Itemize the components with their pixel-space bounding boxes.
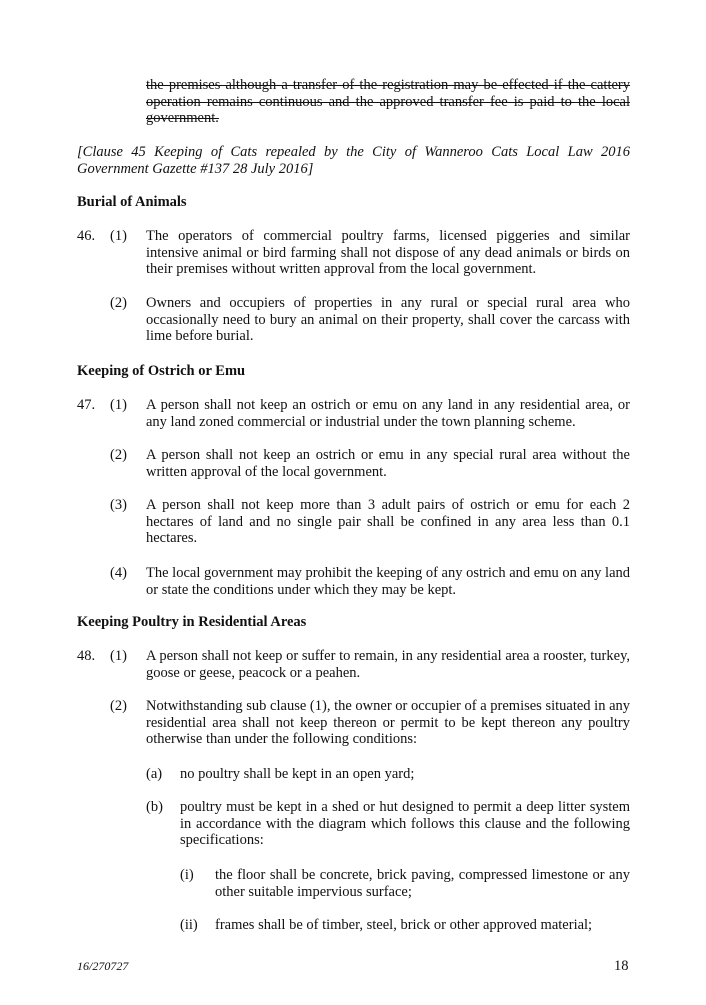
paragraph-text: poultry must be kept in a shed or hut designed to permit a deep litter system in accordance with the diagram which follows this clause and the following specifications: xyxy=(180,799,630,848)
subclause-label: (1) xyxy=(110,228,127,244)
subclause-label: (2) xyxy=(110,295,127,311)
subclause-label: (3) xyxy=(110,497,127,513)
subclause-text: The operators of commercial poultry farms, licensed piggeries and similar intensive animal or bird farming shall not dispose of any dead animals or birds on their premises without written approval from the local government. xyxy=(146,228,630,277)
section-heading-burial: Burial of Animals xyxy=(77,194,187,210)
item-label: (i) xyxy=(180,867,194,883)
repealed-clause-text: the premises although a transfer of the registration may be effected if the cattery operation remains continuous and the approved transfer fee is paid to the local government. xyxy=(146,77,630,126)
subclause-text: A person shall not keep an ostrich or emu in any special rural area without the written approval of the local government. xyxy=(146,447,630,480)
subclause-text: A person shall not keep more than 3 adult pairs of ostrich or emu for each 2 hectares of land and no single pair shall be confined in any area less than 0.1 hectares. xyxy=(146,497,630,546)
clause-number: 46. xyxy=(77,228,96,244)
subclause-text: Owners and occupiers of properties in any rural or special rural area who occasionally need to bury an animal on their property, shall cover the carcass with lime before burial. xyxy=(146,295,630,344)
item-text: frames shall be of timber, steel, brick or other approved material; xyxy=(215,917,593,933)
subclause-text: The local government may prohibit the keeping of any ostrich and emu on any land or state the conditions under which they may be kept. xyxy=(146,565,631,598)
subclause-label: (1) xyxy=(110,648,127,664)
subclause-text: A person shall not keep or suffer to remain, in any residential area a rooster, turkey, goose or geese, peacock or a peahen. xyxy=(146,648,630,681)
repeal-note: [Clause 45 Keeping of Cats repealed by the City of Wanneroo Cats Local Law 2016 Government Gazette #137 28 July 2016] xyxy=(77,144,630,177)
paragraph-text: no poultry shall be kept in an open yard; xyxy=(180,766,415,782)
item-text: the floor shall be concrete, brick paving, compressed limestone or any other suitable impervious surface; xyxy=(215,867,630,900)
document-reference: 16/270727 xyxy=(77,959,129,973)
subclause-label: (1) xyxy=(110,397,127,413)
subclause-text: A person shall not keep an ostrich or emu on any land in any residential area, or any land zoned commercial or industrial under the town planning scheme. xyxy=(146,397,630,430)
clause-number: 48. xyxy=(77,648,96,664)
paragraph-label: (b) xyxy=(146,799,163,815)
item-label: (ii) xyxy=(180,917,198,933)
page-number: 18 xyxy=(614,958,629,974)
subclause-label: (2) xyxy=(110,447,127,463)
subclause-text: Notwithstanding sub clause (1), the owner or occupier of a premises situated in any residential area shall not keep thereon or permit to be kept thereon any poultry otherwise than under the following conditions: xyxy=(146,698,631,747)
clause-number: 47. xyxy=(77,397,96,413)
section-heading-ostrich-emu: Keeping of Ostrich or Emu xyxy=(77,363,246,379)
subclause-label: (2) xyxy=(110,698,127,714)
subclause-label: (4) xyxy=(110,565,127,581)
paragraph-label: (a) xyxy=(146,766,163,782)
section-heading-poultry: Keeping Poultry in Residential Areas xyxy=(77,614,307,630)
